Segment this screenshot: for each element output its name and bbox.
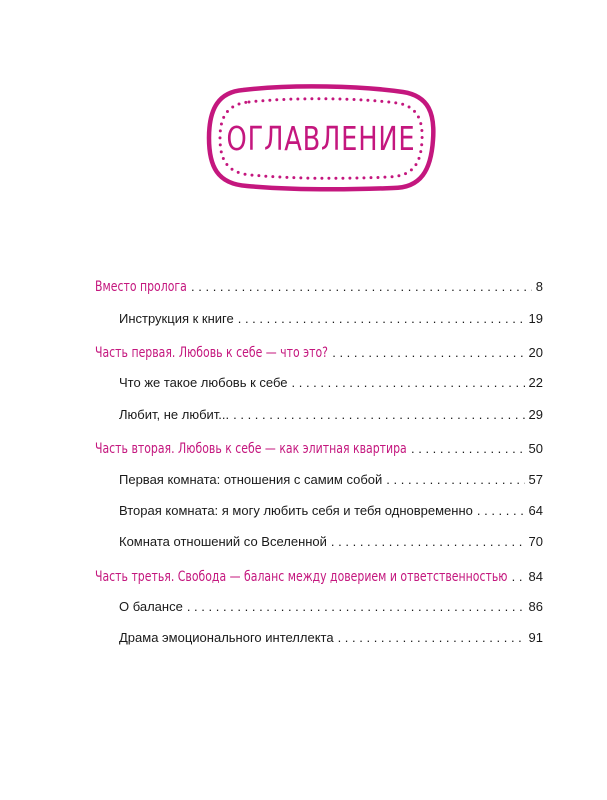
toc-page-number: 8	[535, 279, 543, 294]
toc-entry-chapter[interactable]	[119, 407, 543, 433]
toc-page-number: 19	[528, 311, 543, 326]
toc-page-number: 50	[528, 441, 543, 456]
toc-entry-label: Вместо пролога	[95, 279, 187, 295]
toc-entry-part[interactable]	[95, 345, 543, 371]
toc-entry-label: Драма эмоционального интеллекта	[119, 630, 334, 645]
toc-page-number: 64	[528, 503, 543, 518]
toc-page-number: 20	[528, 345, 543, 360]
toc-entry-chapter[interactable]	[119, 630, 543, 656]
dot-leader	[512, 569, 525, 584]
toc-entry-chapter[interactable]	[119, 375, 543, 401]
toc-entry-label: Первая комната: отношения с самим собой	[119, 472, 383, 487]
toc-page-number: 86	[528, 599, 543, 614]
toc-entry-chapter[interactable]	[119, 311, 543, 337]
toc-entry-label: Вторая комната: я могу любить себя и тебя одновременно	[119, 503, 473, 518]
toc-entry-chapter[interactable]	[119, 503, 543, 529]
toc-entry-label: Любит, не любит...	[119, 407, 230, 422]
toc-page-number: 57	[528, 472, 543, 487]
toc-entry-chapter[interactable]	[119, 472, 543, 498]
toc-page-number: 70	[528, 534, 543, 549]
dot-leader	[233, 407, 524, 422]
dot-leader	[191, 279, 532, 294]
dot-leader	[238, 311, 525, 326]
toc-entry-label: Комната отношений со Вселенной	[119, 534, 327, 549]
toc-entry-label: Инструкция к книге	[119, 311, 234, 326]
toc-page-number: 29	[528, 407, 543, 422]
toc-entry-chapter[interactable]	[119, 599, 543, 625]
toc-entry-part[interactable]	[95, 569, 543, 595]
toc-entry-part[interactable]	[95, 279, 543, 305]
toc-page-number: 22	[528, 375, 543, 390]
toc-entry-label: Часть третья. Свобода — баланс между доверием и ответственностью	[95, 569, 508, 585]
dot-leader	[338, 630, 525, 645]
toc-entry-label: Часть вторая. Любовь к себе — как элитная квартира	[95, 441, 407, 457]
toc-entry-part[interactable]	[95, 441, 543, 467]
toc-entry-chapter[interactable]	[119, 534, 543, 560]
toc-page-number: 91	[528, 630, 543, 645]
toc-page-number: 84	[528, 569, 543, 584]
dot-leader	[332, 345, 524, 360]
toc-entry-label: О балансе	[119, 599, 183, 614]
dot-leader	[411, 441, 525, 456]
title-frame	[203, 80, 439, 196]
toc-entry-label: Часть первая. Любовь к себе — что это?	[95, 345, 328, 361]
dot-leader	[187, 599, 525, 614]
toc-entry-label: Что же такое любовь к себе	[119, 375, 288, 390]
page-title: ОГЛАВЛЕНИЕ	[226, 118, 416, 158]
dot-leader	[292, 375, 525, 390]
dot-leader	[331, 534, 525, 549]
dot-leader	[386, 472, 524, 487]
dot-leader	[477, 503, 525, 518]
